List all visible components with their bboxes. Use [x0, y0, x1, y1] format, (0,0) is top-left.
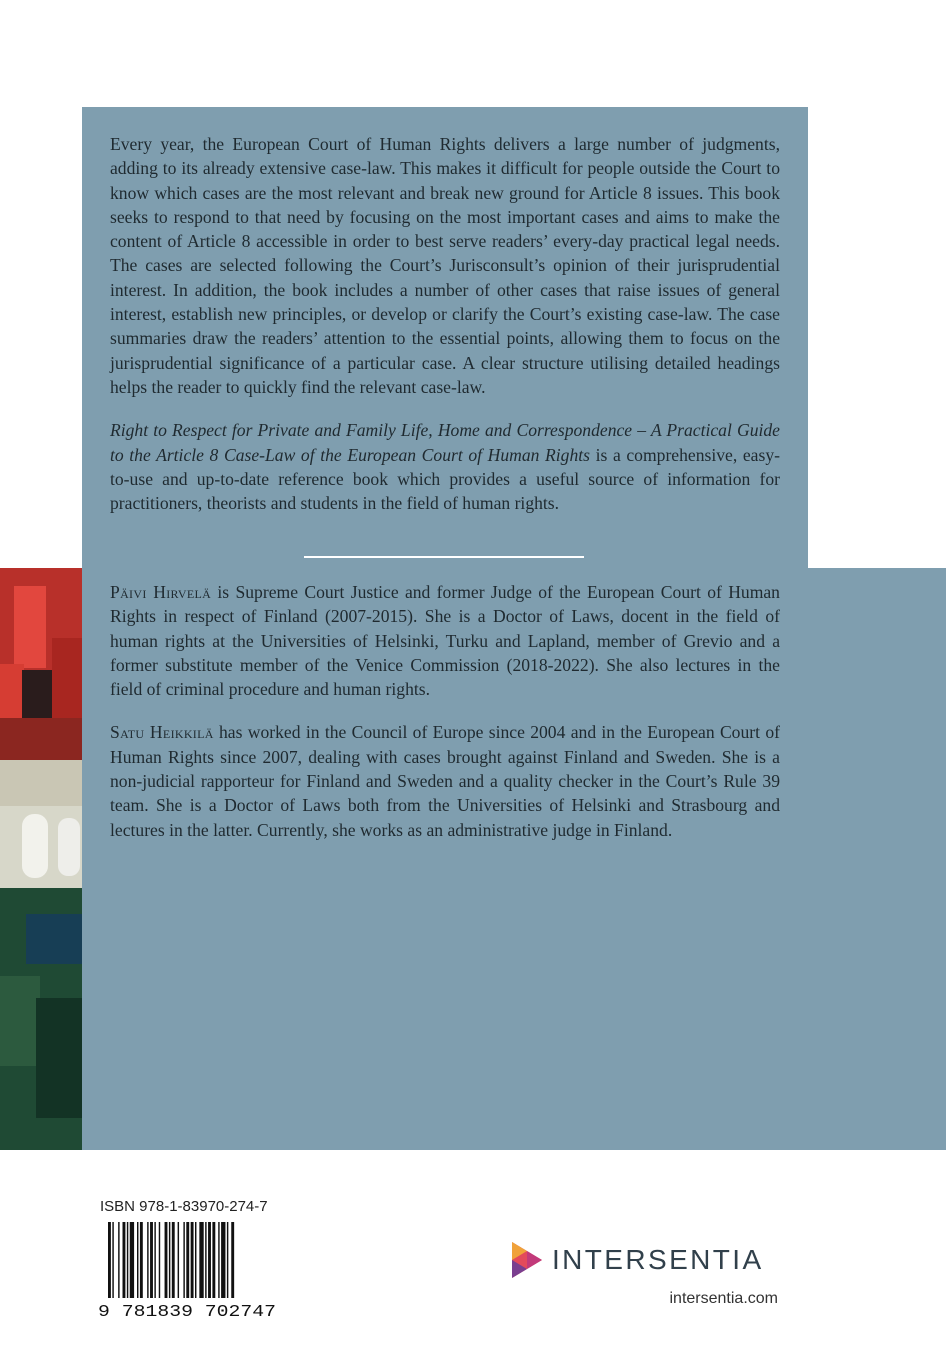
book-title-paragraph [110, 418, 780, 515]
barcode-bar [112, 1222, 113, 1298]
publisher-website: intersentia.com [669, 1290, 778, 1307]
barcode-bar [186, 1222, 189, 1298]
isbn-label: ISBN 978-1-83970-274-7 [100, 1198, 268, 1215]
book-description [110, 132, 780, 515]
barcode-bar [231, 1222, 234, 1298]
barcode-bar [150, 1222, 153, 1298]
barcode-bar [212, 1222, 215, 1298]
author-name: Päivi Hirvelä [110, 582, 212, 602]
intersentia-logo-icon [510, 1240, 544, 1280]
barcode-bar [159, 1222, 160, 1298]
author-bio-text: has worked in the Council of Europe since 2004 and in the European Court of Human Rights since 2007, dealing with cases brought against Finland and Sweden. She is a non-judicial rapporteur for Finland and Sweden and a quality checker in the Court’s Rule 39 team. She is a Doctor of Laws both from the Universities of Helsinki and Strasbourg and lectures in the latter. Currently, she works as an administrative judge in Finland. [110, 722, 780, 840]
barcode-digits: 9 781839 702747 [98, 1303, 276, 1318]
barcode-bar [154, 1222, 155, 1298]
barcode-bar [199, 1222, 203, 1298]
barcode-bar [140, 1222, 143, 1298]
barcode-bar [118, 1222, 119, 1298]
book-title: Right to Respect for Private and Family Life, Home and Correspondence – A Practical Guide to the Article 8 Case-Law of the European Court of Human Rights [110, 420, 780, 465]
barcode-bar [127, 1222, 128, 1298]
author-bio [110, 580, 780, 701]
barcode-bar [227, 1222, 228, 1298]
section-divider [304, 556, 584, 558]
barcode-bar [147, 1222, 148, 1298]
barcode [96, 1222, 280, 1318]
barcode-bar [137, 1222, 138, 1298]
barcode-bar [178, 1222, 179, 1298]
author-bio-text: is Supreme Court Justice and former Judge of the European Court of Human Rights in respect of Finland (2007-2015). She is a Doctor of Laws, docent in the field of human rights at the Universities of Helsinki, Turku and Lapland, member of Grevio and a former substitute member of the Venice Commission (2018-2022). She also lectures in the field of criminal procedure and human rights. [110, 582, 780, 700]
cover-painting [0, 568, 82, 1150]
barcode-bar [172, 1222, 175, 1298]
barcode-bar [123, 1222, 126, 1298]
barcode-bar [169, 1222, 170, 1298]
book-summary: is a comprehensive, easy-to-use and up-to-date reference book which provides a useful source of information for practitioners, theorists and students in the field of human rights. [110, 444, 780, 514]
barcode-bar [205, 1222, 206, 1298]
barcode-bar [130, 1222, 134, 1298]
barcode-bar [221, 1222, 225, 1298]
description-paragraph: Every year, the European Court of Human Rights delivers a large number of judgments, adding to its already extensive case-law. This makes it difficult for people outside the Court to know which cases are the most relevant and break new ground for Article 8 issues. This book seeks to respond to that need by focusing on the most important cases and aims to make the content of Article 8 accessible in order to best serve readers’ every-day practical legal needs. The cases are selected following the Court’s Jurisconsult’s opinion of their jurisprudential interest. In addition, the book includes a number of other cases that raise issues of general interest, establish new principles, or develop or clarify the Court’s existing case-law. The case summaries draw the readers’ attention to the essential points, allowing them to focus on the jurisprudential significance of a particular case. A clear structure utilising detailed headings helps the reader to quickly find the relevant case-law. [110, 134, 780, 397]
barcode-bar [191, 1222, 194, 1298]
publisher-name: INTERSENTIA [552, 1244, 764, 1275]
barcode-bar [218, 1222, 219, 1298]
barcode-bar [208, 1222, 211, 1298]
barcode-bar [165, 1222, 168, 1298]
barcode-bar [108, 1222, 111, 1298]
author-name: Satu Heikkilä [110, 722, 214, 743]
barcode-bar [195, 1222, 196, 1298]
barcode-bar [183, 1222, 184, 1298]
author-bio [110, 720, 780, 841]
author-bios [110, 580, 780, 842]
publisher-logo [510, 1238, 780, 1282]
